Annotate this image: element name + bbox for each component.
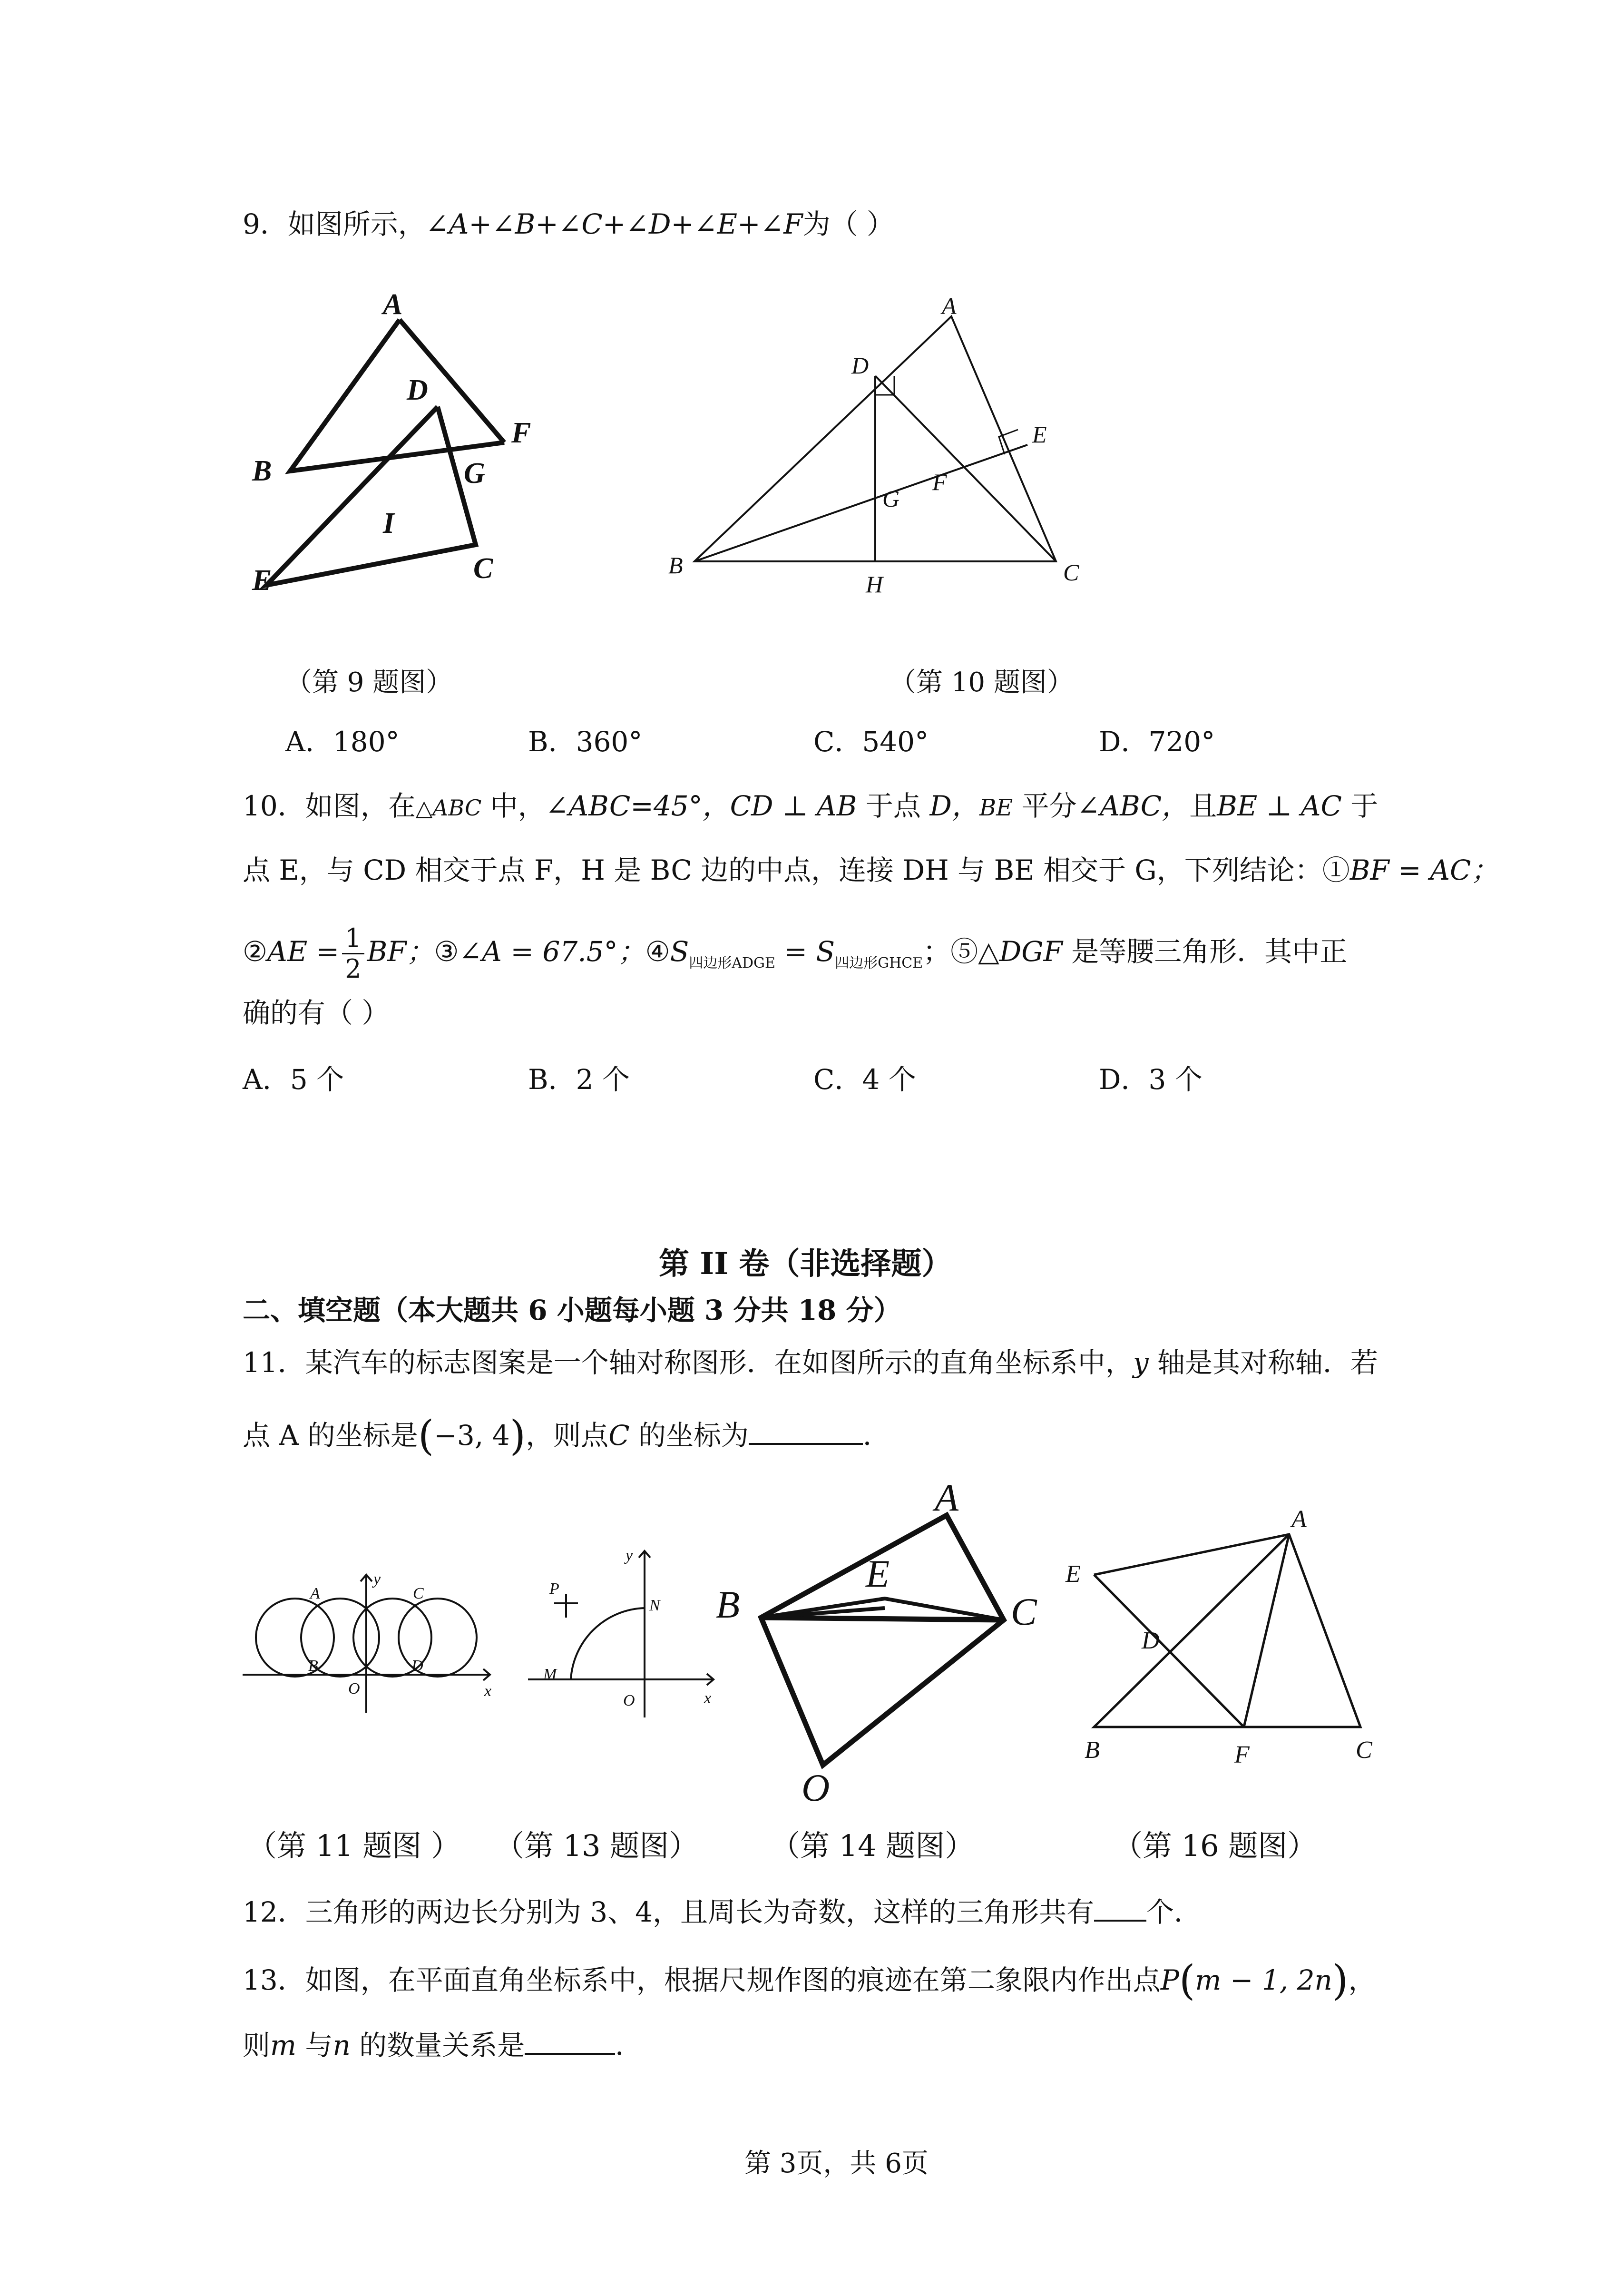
- fig11-caption: （第 11 题图 ）: [247, 1828, 461, 1863]
- section-title: 第 II 卷（非选择题）: [659, 1246, 952, 1282]
- fig14-label-a: A: [935, 1480, 959, 1519]
- fig10-label-e: E: [1032, 421, 1047, 448]
- fig13-label-y: y: [626, 1547, 633, 1564]
- fig14-label-c: C: [1011, 1590, 1037, 1633]
- fig11-label-c: C: [413, 1585, 424, 1602]
- fig10-label-g: G: [882, 485, 900, 512]
- fig16-label-e: E: [1066, 1560, 1081, 1588]
- q11-line1: 11．某汽车的标志图案是一个轴对称图形．在如图所示的直角坐标系中，y 轴是其对称轴．若: [243, 1346, 1379, 1379]
- q11-line2: 点 A 的坐标是(−3, 4)，则点C 的坐标为 ．: [243, 1412, 891, 1460]
- fig10-caption: （第 10 题图）: [890, 667, 1074, 698]
- fig10-label-b: B: [668, 552, 683, 579]
- fig10-label-a: A: [942, 295, 957, 319]
- fig14-caption: （第 14 题图）: [771, 1828, 975, 1863]
- fig11-label-o: O: [348, 1680, 360, 1697]
- q9-option-d[interactable]: D．720°: [1099, 726, 1215, 758]
- q10-option-c[interactable]: C．4 个: [813, 1063, 916, 1096]
- fig9-label-e: E: [252, 564, 272, 597]
- q13-line2: 则m 与n 的数量关系是 ．: [243, 2029, 643, 2061]
- fig16-label-d: D: [1142, 1627, 1160, 1654]
- q12-text: 12．三角形的两边长分别为 3、4，且周长为奇数，这样的三角形共有 个．: [243, 1896, 1202, 1928]
- fig13-caption: （第 13 题图）: [495, 1828, 699, 1863]
- fig11-label-x: x: [484, 1682, 492, 1700]
- q9-option-b[interactable]: B．360°: [528, 726, 643, 758]
- fig9-label-b: B: [252, 455, 272, 487]
- figure-13: [518, 1541, 723, 1722]
- fig16-label-a: A: [1291, 1506, 1307, 1533]
- fig11-label-y: y: [373, 1570, 381, 1588]
- q9-stem: 9．如图所示，∠A+∠B+∠C+∠D+∠E+∠F为（ ）: [243, 208, 894, 240]
- fig10-label-d: D: [851, 352, 869, 379]
- fig10-label-f: F: [932, 469, 947, 495]
- q10-line3: ②AE = $\frac{1}{2}$ BF；③∠A = 67.5°；$④S_{四边形ADGE} = S_{四边形GHCE}$；⑤△DGF 是等腰三角形．其中正: [243, 923, 1348, 984]
- q12-answer-blank[interactable]: [1094, 1896, 1146, 1922]
- fig16-label-f: F: [1234, 1741, 1250, 1768]
- section-part2-heading: 二、填空题（本大题共 6 小题每小题 3 分共 18 分）: [243, 1294, 901, 1326]
- fig9-label-c: C: [473, 552, 493, 585]
- q10-option-a[interactable]: A．5 个: [243, 1063, 344, 1096]
- fig13-label-n: N: [649, 1597, 660, 1614]
- fig13-label-p: P: [549, 1580, 559, 1598]
- fig11-label-a: A: [310, 1585, 320, 1602]
- fig13-label-x: x: [704, 1689, 712, 1707]
- fig14-label-e: E: [866, 1552, 890, 1595]
- fig10-label-h: H: [866, 571, 883, 598]
- q10-option-b[interactable]: B．2 个: [528, 1063, 630, 1096]
- q9-option-c[interactable]: C．540°: [813, 726, 929, 758]
- fig9-caption: （第 9 题图）: [285, 667, 453, 698]
- fig11-label-d: D: [411, 1657, 423, 1675]
- q10-line2: 点 E，与 CD 相交于点 F，H 是 BC 边的中点，连接 DH 与 BE 相交于 G，下列结论：①BF = AC；: [243, 854, 1499, 886]
- q11-answer-blank[interactable]: [749, 1419, 863, 1445]
- q9-option-a[interactable]: A．180°: [285, 726, 400, 758]
- q10-line1: 10．如图，在△ABC 中，∠ABC=45°，CD ⊥ AB 于点 D，BE 平分∠ABC，且BE ⊥ AC 于: [243, 790, 1379, 822]
- fig11-label-b: B: [308, 1657, 318, 1675]
- figure-16: [1042, 1499, 1398, 1779]
- fig14-label-o: O: [802, 1766, 830, 1803]
- fig13-label-m: M: [543, 1666, 557, 1683]
- fig9-label-f: F: [511, 417, 531, 449]
- fig16-caption: （第 16 题图）: [1113, 1828, 1317, 1863]
- fig16-label-b: B: [1085, 1737, 1100, 1764]
- page-footer: 第 3页，共 6页: [744, 2148, 929, 2179]
- fig13-label-o: O: [623, 1692, 635, 1709]
- q13-answer-blank[interactable]: [525, 2029, 615, 2055]
- figure-14: [709, 1480, 1070, 1803]
- figure-10: [647, 295, 1094, 599]
- fig16-label-c: C: [1356, 1737, 1372, 1764]
- fig9-label-g: G: [464, 457, 485, 490]
- figure-11: [238, 1560, 504, 1717]
- q10-option-d[interactable]: D．3 个: [1099, 1063, 1203, 1096]
- fig9-label-a: A: [383, 288, 403, 321]
- figure-9: [238, 285, 599, 609]
- fig14-label-b: B: [716, 1583, 740, 1626]
- fig10-label-c: C: [1063, 559, 1079, 586]
- q10-line4: 确的有（ ）: [243, 997, 390, 1029]
- fig9-label-i: I: [383, 507, 395, 540]
- q13-line1: 13．如图，在平面直角坐标系中，根据尺规作图的痕迹在第二象限内作出点P(m − 1, 2n)，: [243, 1957, 1376, 2004]
- fig9-label-d: D: [407, 374, 428, 406]
- fraction-one-half: $\frac{1}{2}$: [342, 925, 364, 982]
